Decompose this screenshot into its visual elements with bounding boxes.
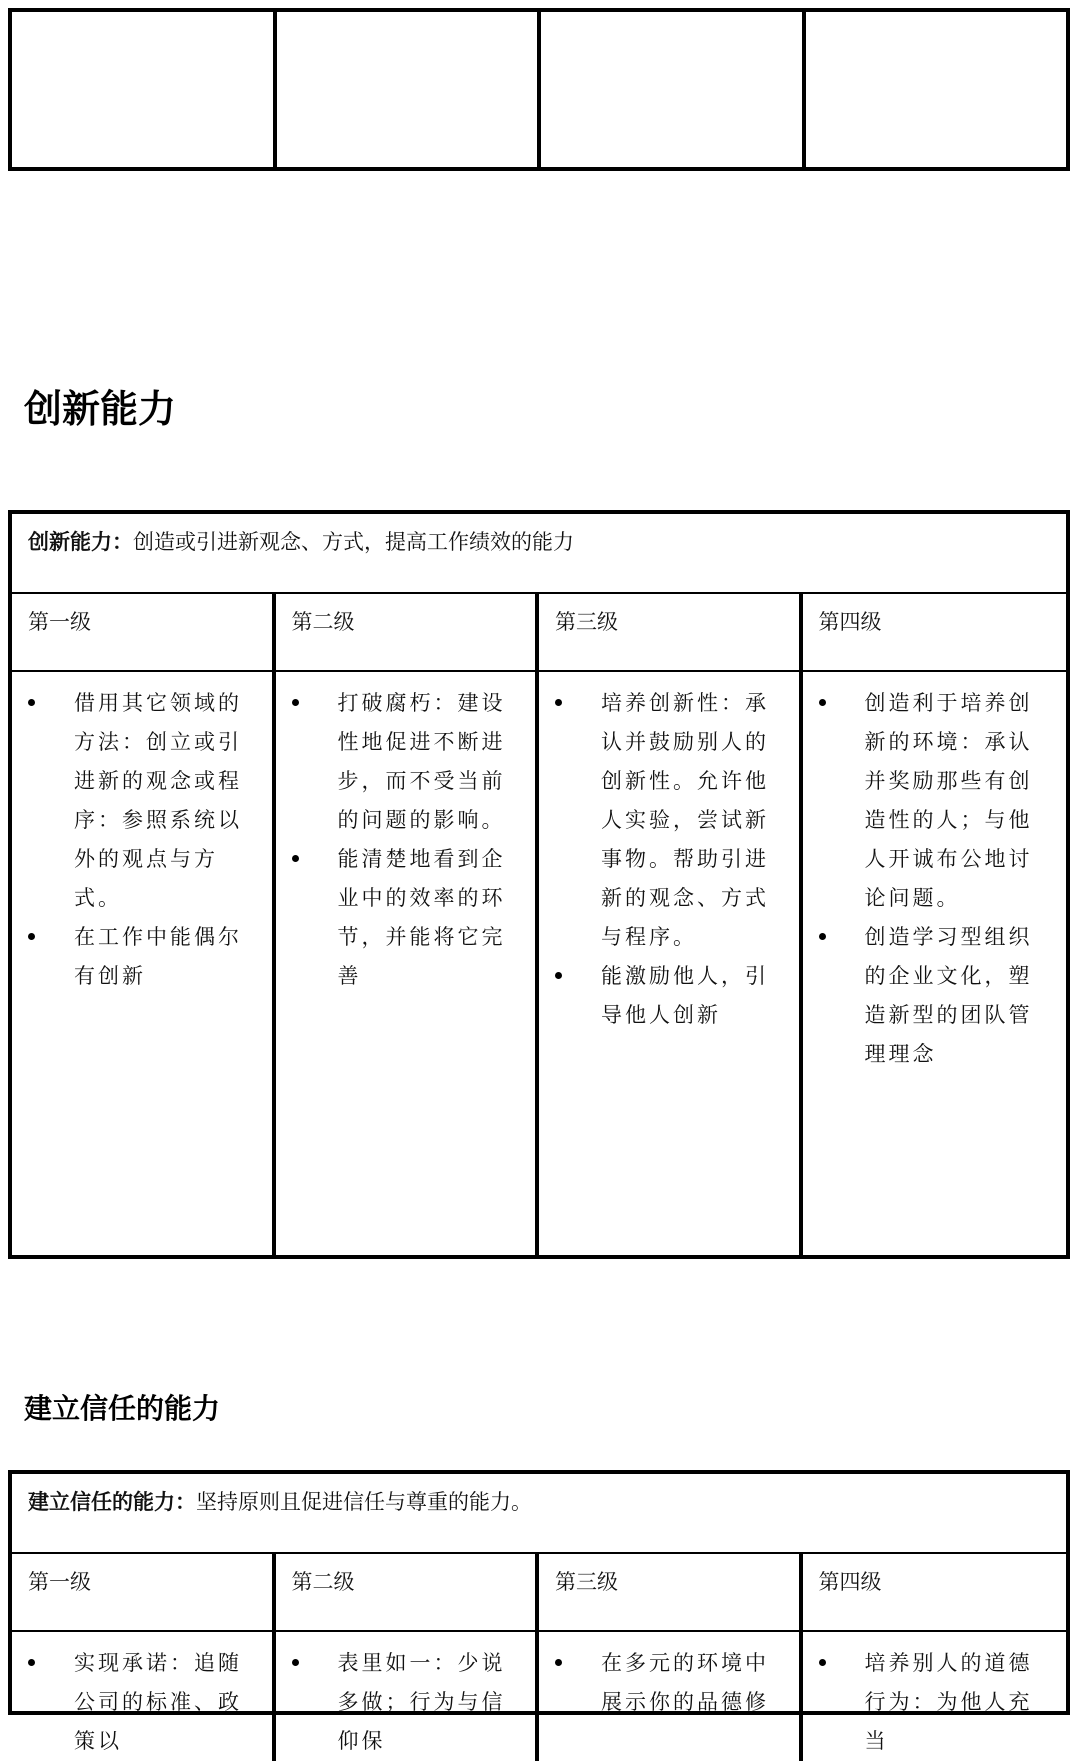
section-title-innovation: 创新能力 bbox=[24, 387, 177, 431]
definition-row bbox=[12, 1474, 1066, 1554]
level-header: 第一级 bbox=[12, 594, 276, 672]
level-content bbox=[803, 672, 1067, 1255]
empty-cell bbox=[12, 12, 277, 167]
level-header: 第二级 bbox=[276, 1554, 540, 1632]
level-header: 第四级 bbox=[803, 1554, 1067, 1632]
definition-text: 坚持原则且促进信任与尊重的能力。 bbox=[196, 1490, 532, 1514]
level-header: 第一级 bbox=[12, 1554, 276, 1632]
empty-cell bbox=[806, 12, 1067, 167]
previous-table-bottom bbox=[8, 8, 1070, 171]
list-item: 能激励他人，引导他人创新 bbox=[543, 957, 789, 1035]
list-item: 表里如一：少说多做；行为与信仰保 bbox=[280, 1644, 526, 1761]
list-item: 培养别人的道德行为：为他人充当 bbox=[807, 1644, 1057, 1761]
list-item: 创造利于培养创新的环境：承认并奖励那些有创造性的人；与他人开诚布公地讨论问题。 bbox=[807, 684, 1057, 918]
definition-label: 建立信任的能力： bbox=[28, 1490, 196, 1514]
empty-cell bbox=[277, 12, 542, 167]
definition-row bbox=[12, 514, 1066, 594]
level-header: 第三级 bbox=[539, 594, 803, 672]
level-header: 第二级 bbox=[276, 594, 540, 672]
level-content bbox=[12, 672, 276, 1255]
level-content bbox=[803, 1632, 1067, 1761]
definition-text: 创造或引进新观念、方式，提高工作绩效的能力 bbox=[133, 530, 574, 554]
level-content bbox=[12, 1632, 276, 1761]
list-item: 实现承诺：追随公司的标准、政策以 bbox=[16, 1644, 262, 1761]
trust-table bbox=[8, 1470, 1070, 1753]
definition-label: 创新能力： bbox=[28, 530, 133, 554]
list-item: 培养创新性：承认并鼓励别人的创新性。允许他人实验，尝试新事物。帮助引进新的观念、方式与程序。 bbox=[543, 684, 789, 957]
level-content bbox=[276, 1632, 540, 1761]
list-item: 借用其它领域的方法：创立或引进新的观念或程序：参照系统以外的观点与方式。 bbox=[16, 684, 262, 918]
level-content bbox=[539, 1632, 803, 1761]
level-header: 第三级 bbox=[539, 1554, 803, 1632]
list-item: 打破腐朽：建设性地促进不断进步，而不受当前的问题的影响。 bbox=[280, 684, 526, 840]
empty-cell bbox=[541, 12, 806, 167]
level-header: 第四级 bbox=[803, 594, 1067, 672]
level-content bbox=[276, 672, 540, 1255]
section-title-trust: 建立信任的能力 bbox=[24, 1392, 221, 1425]
innovation-table bbox=[8, 510, 1070, 1259]
level-content bbox=[539, 672, 803, 1255]
list-item: 创造学习型组织的企业文化，塑造新型的团队管理理念 bbox=[807, 918, 1057, 1074]
list-item: 能清楚地看到企业中的效率的环节，并能将它完善 bbox=[280, 840, 526, 996]
list-item: 在多元的环境中展示你的品德修 bbox=[543, 1644, 789, 1722]
list-item: 在工作中能偶尔有创新 bbox=[16, 918, 262, 996]
